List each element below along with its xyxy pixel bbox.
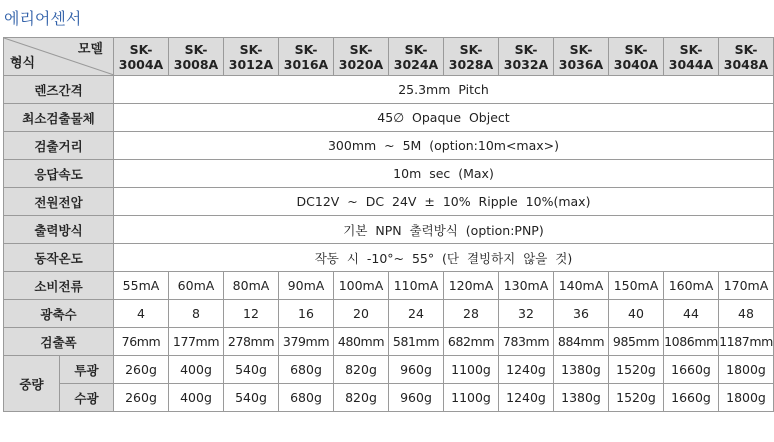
spec-row [4, 160, 774, 188]
weight-label: 중량 [4, 356, 60, 412]
row-value: DC12V ~ DC 24V ± 10% Ripple 10%(max) [114, 188, 774, 216]
model-header-label: 모델 [77, 42, 103, 57]
row-value: 45∅ Opaque Object [114, 104, 774, 132]
row-label: 검출폭 [4, 328, 114, 356]
value-cell: 278mm [224, 328, 279, 356]
value-cell: 260g [114, 384, 169, 412]
value-cell: 480mm [334, 328, 389, 356]
value-cell: 177mm [169, 328, 224, 356]
spec-row [4, 216, 774, 244]
model-header-cell: SK- 3036A [554, 38, 609, 76]
value-cell: 783mm [499, 328, 554, 356]
value-cell: 1187mm [719, 328, 774, 356]
value-cell: 680g [279, 384, 334, 412]
value-cell: 682mm [444, 328, 499, 356]
model-header-cell: SK- 3044A [664, 38, 719, 76]
value-cell: 110mA [389, 272, 444, 300]
value-cell: 20 [334, 300, 389, 328]
value-cell: 80mA [224, 272, 279, 300]
value-cell: 90mA [279, 272, 334, 300]
value-cell: 12 [224, 300, 279, 328]
model-header-cell: SK- 3032A [499, 38, 554, 76]
weight-sub-label: 수광 [60, 384, 114, 412]
value-cell: 680g [279, 356, 334, 384]
row-label: 응답속도 [4, 160, 114, 188]
value-cell: 130mA [499, 272, 554, 300]
value-cell: 160mA [664, 272, 719, 300]
spec-row [4, 188, 774, 216]
model-header-cell: SK- 3004A [114, 38, 169, 76]
value-cell: 170mA [719, 272, 774, 300]
value-cell: 4 [114, 300, 169, 328]
value-cell: 1100g [444, 356, 499, 384]
model-header-cell: SK- 3016A [279, 38, 334, 76]
value-cell: 1100g [444, 384, 499, 412]
value-cell: 44 [664, 300, 719, 328]
value-cell: 1660g [664, 384, 719, 412]
model-header-cell: SK- 3012A [224, 38, 279, 76]
value-cell: 76mm [114, 328, 169, 356]
model-header-cell: SK- 3048A [719, 38, 774, 76]
row-value: 25.3mm Pitch [114, 76, 774, 104]
value-cell: 140mA [554, 272, 609, 300]
value-cell: 540g [224, 356, 279, 384]
value-cell: 820g [334, 356, 389, 384]
row-label: 광축수 [4, 300, 114, 328]
spec-row [4, 76, 774, 104]
value-cell: 884mm [554, 328, 609, 356]
power-consumption-row [4, 272, 774, 300]
value-cell: 8 [169, 300, 224, 328]
value-cell: 1240g [499, 384, 554, 412]
value-cell: 820g [334, 384, 389, 412]
value-cell: 48 [719, 300, 774, 328]
value-cell: 960g [389, 384, 444, 412]
value-cell: 24 [389, 300, 444, 328]
row-label: 동작온도 [4, 244, 114, 272]
value-cell: 36 [554, 300, 609, 328]
value-cell: 960g [389, 356, 444, 384]
row-value: 기본 NPN 출력방식 (option:PNP) [114, 216, 774, 244]
row-value: 300mm ~ 5M (option:10m<max>) [114, 132, 774, 160]
spec-row [4, 132, 774, 160]
spec-row [4, 244, 774, 272]
value-cell: 1380g [554, 384, 609, 412]
page-title: 에리어센서 [4, 9, 82, 28]
value-cell: 1520g [609, 384, 664, 412]
row-label: 렌즈간격 [4, 76, 114, 104]
detection-width-row [4, 328, 774, 356]
spec-table [3, 37, 774, 412]
value-cell: 581mm [389, 328, 444, 356]
value-cell: 1520g [609, 356, 664, 384]
row-label: 소비전류 [4, 272, 114, 300]
value-cell: 60mA [169, 272, 224, 300]
row-label: 출력방식 [4, 216, 114, 244]
value-cell: 120mA [444, 272, 499, 300]
weight-sub-label: 투광 [60, 356, 114, 384]
weight-row-rx [4, 384, 774, 412]
value-cell: 1380g [554, 356, 609, 384]
model-header-cell: SK- 3008A [169, 38, 224, 76]
spec-row [4, 104, 774, 132]
value-cell: 40 [609, 300, 664, 328]
value-cell: 379mm [279, 328, 334, 356]
value-cell: 1660g [664, 356, 719, 384]
header-corner-cell [4, 38, 114, 76]
value-cell: 55mA [114, 272, 169, 300]
value-cell: 16 [279, 300, 334, 328]
row-label: 최소검출물체 [4, 104, 114, 132]
value-cell: 1800g [719, 356, 774, 384]
value-cell: 260g [114, 356, 169, 384]
value-cell: 1240g [499, 356, 554, 384]
model-header-cell: SK- 3028A [444, 38, 499, 76]
value-cell: 32 [499, 300, 554, 328]
optical-axes-row [4, 300, 774, 328]
value-cell: 28 [444, 300, 499, 328]
row-value: 작동 시 -10°~ 55° (단 결빙하지 않을 것) [114, 244, 774, 272]
model-header-cell: SK- 3024A [389, 38, 444, 76]
value-cell: 400g [169, 384, 224, 412]
value-cell: 1086mm [664, 328, 719, 356]
header-row [4, 38, 774, 76]
value-cell: 540g [224, 384, 279, 412]
value-cell: 400g [169, 356, 224, 384]
row-value: 10m sec (Max) [114, 160, 774, 188]
type-header-label: 형식 [10, 56, 36, 71]
weight-row-tx [4, 356, 774, 384]
value-cell: 985mm [609, 328, 664, 356]
model-header-cell: SK- 3040A [609, 38, 664, 76]
value-cell: 150mA [609, 272, 664, 300]
row-label: 전원전압 [4, 188, 114, 216]
value-cell: 100mA [334, 272, 389, 300]
value-cell: 1800g [719, 384, 774, 412]
row-label: 검출거리 [4, 132, 114, 160]
model-header-cell: SK- 3020A [334, 38, 389, 76]
